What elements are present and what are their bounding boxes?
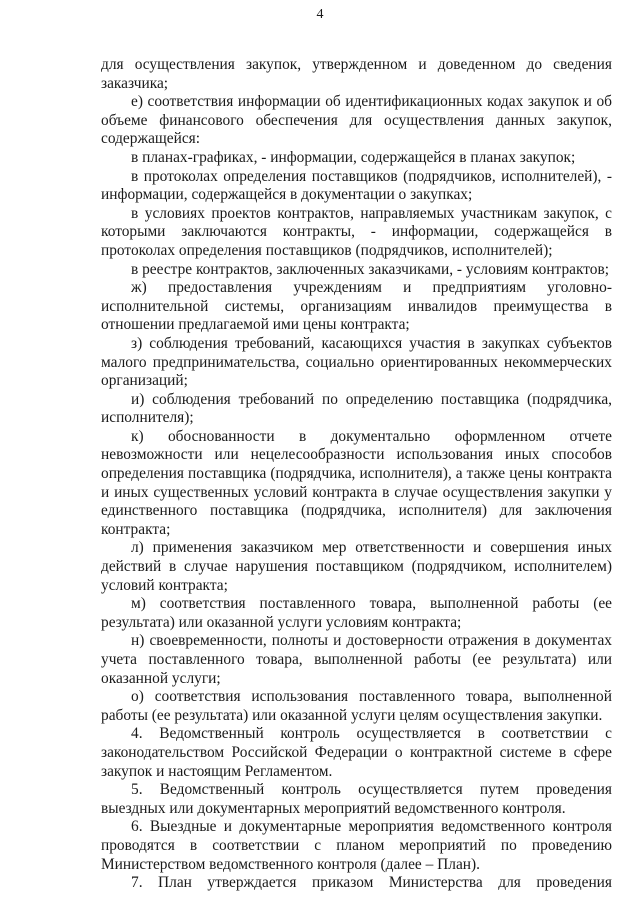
paragraph: и) соблюдения требований по определению поставщика (подрядчика, исполнителя); <box>101 390 612 427</box>
body-text <box>101 56 612 893</box>
paragraph: для осуществления закупок, утвержденном и доведенном до сведения заказчика; <box>101 56 612 92</box>
paragraph: н) своевременности, полноты и достоверности отражения в документах учета поставленного товара, выполненной работы (ее результата) или оказанной услуги; <box>101 632 612 687</box>
paragraph: е) соответствия информации об идентификационных кодах закупок и об объеме финансового обеспечения для осуществления данных закупок, содержащейся: <box>101 93 612 148</box>
paragraph: 4. Ведомственный контроль осуществляется в соответствии с законодательством Российской Федерации о контрактной системе в сфере закупок и настоящим Регламентом. <box>101 725 612 780</box>
paragraph: в условиях проектов контрактов, направляемых участникам закупок, с которыми заключаются контракты, - информации, содержащейся в протоколах определения поставщиков (подрядчиков, исполнителей); <box>101 204 612 259</box>
paragraph: л) применения заказчиком мер ответственности и совершения иных действий в случае нарушения поставщиком (подрядчиком, исполнителем) условий контракта; <box>101 539 612 594</box>
paragraph: в реестре контрактов, заключенных заказчиками, - условиям контрактов; <box>131 260 610 278</box>
page-number: 4 <box>316 7 324 22</box>
paragraph: в планах-графиках, - информации, содержащейся в планах закупок; <box>131 148 576 166</box>
paragraph: к) обоснованности в документально оформленном отчете невозможности или нецелесообразности использования иных способов определения поставщика (подрядчика, исполнителя), а также цены контракта и иных существенных условий контракта в случае осуществления закупки у единственного поставщика (подрядчика, исполнителя) для заключения контракта; <box>101 427 612 538</box>
paragraph: в протоколах определения поставщиков (подрядчиков, исполнителей), - информации, содержащейся в документации о закупках; <box>101 167 612 204</box>
paragraph: о) соответствия использования поставленного товара, выполненной работы (ее результата) или оказанной услуги целям осуществления закупки. <box>101 688 612 724</box>
paragraph: 6. Выездные и документарные мероприятия ведомственного контроля проводятся в соответствии с планом мероприятий по проведению Министерством ведомственного контроля (далее – План). <box>101 818 612 873</box>
paragraph: 5. Ведомственный контроль осуществляется путем проведения выездных или документарных мероприятий ведомственного контроля. <box>101 781 612 817</box>
paragraph: 7. План утверждается приказом Министерства для проведения <box>131 874 612 892</box>
paragraph: з) соблюдения требований, касающихся участия в закупках субъектов малого предпринимательства, социально ориентированных некоммерческих организаций; <box>101 334 612 390</box>
paragraph: м) соответствия поставленного товара, выполненной работы (ее результата) или оказанной услуги условиям контракта; <box>101 595 612 631</box>
paragraph: ж) предоставления учреждениям и предприятиям уголовно-исполнительной системы, организациям инвалидов преимущества в отношении предлагаемой ими цены контракта; <box>101 279 612 334</box>
